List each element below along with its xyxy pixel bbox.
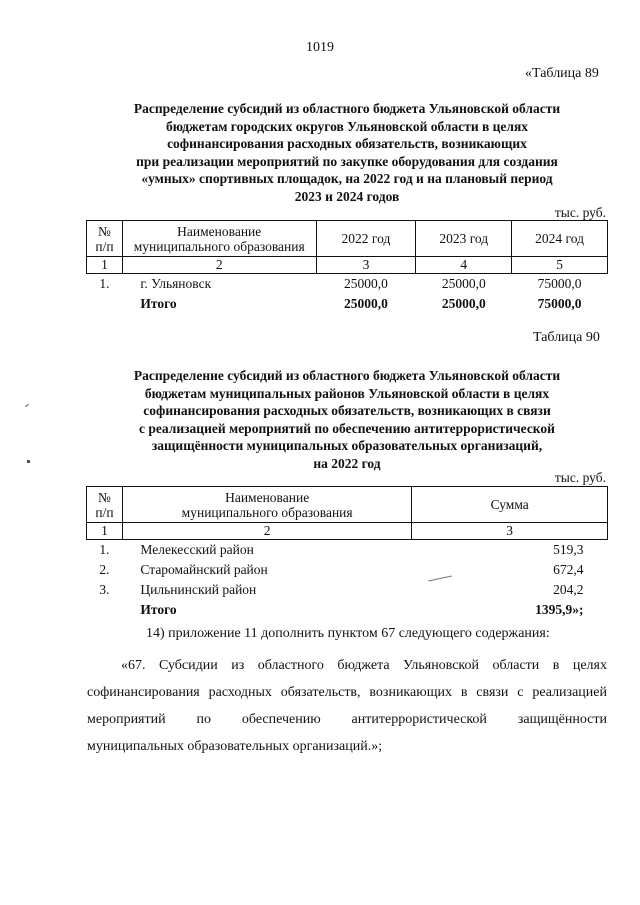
title-line: при реализации мероприятий по закупке оборудования для создания bbox=[136, 153, 558, 169]
title-line: бюджетам муниципальных районов Ульяновской области в целях bbox=[144, 385, 550, 401]
scan-mark bbox=[25, 404, 29, 407]
total-label: Итого bbox=[140, 602, 177, 617]
row-num: 1. bbox=[99, 276, 110, 291]
title-line: Распределение субсидий из областного бюджета Ульяновской области bbox=[133, 368, 561, 383]
header-name: Наименование муниципального образования bbox=[122, 221, 316, 257]
paragraph-line: муниципальных образовательных организаций.»; bbox=[87, 739, 383, 754]
total-label: Итого bbox=[140, 296, 177, 311]
title-line: 2023 и 2024 годов bbox=[294, 188, 400, 204]
page-number: 1019 bbox=[306, 40, 334, 55]
table-row bbox=[87, 560, 608, 580]
title-line: «умных» спортивных площадок, на 2022 год и на плановый период bbox=[141, 171, 553, 186]
row-sum: 672,4 bbox=[553, 562, 584, 577]
header-num: № п/п bbox=[87, 487, 123, 523]
index-cell: 3 bbox=[412, 523, 608, 540]
row-name: Мелекесский район bbox=[140, 542, 254, 557]
index-cell: 2 bbox=[122, 523, 411, 540]
total-2024: 75000,0 bbox=[537, 296, 582, 311]
row-2022: 25000,0 bbox=[344, 276, 388, 291]
table-row bbox=[87, 274, 608, 295]
index-cell: 1 bbox=[87, 523, 123, 540]
index-cell: 3 bbox=[316, 257, 416, 274]
total-num bbox=[87, 294, 123, 314]
total-row bbox=[87, 600, 608, 620]
row-2024: 75000,0 bbox=[537, 276, 582, 291]
header-sum: Сумма bbox=[412, 487, 608, 523]
row-num: 2. bbox=[99, 562, 110, 577]
index-cell: 2 bbox=[122, 257, 316, 274]
title-line: софинансирования расходных обязательств, возникающих bbox=[167, 136, 527, 151]
table-header-row bbox=[87, 221, 608, 257]
title-line: бюджетам городских округов Ульяновской области в целях bbox=[165, 118, 529, 134]
table-90-title bbox=[80, 367, 614, 472]
paragraph-line: мероприятий по обеспечению антитеррористической защищённости bbox=[87, 712, 607, 727]
table-89-title bbox=[80, 100, 614, 205]
total-2023: 25000,0 bbox=[441, 296, 486, 311]
table-header-row bbox=[87, 487, 608, 523]
table-89-units: тыс. руб. bbox=[554, 205, 606, 220]
table-90 bbox=[86, 486, 608, 620]
table-row bbox=[87, 580, 608, 600]
table-89-label: «Таблица 89 bbox=[525, 66, 599, 81]
row-name: Старомайнский район bbox=[140, 562, 268, 577]
paragraph-line: «67. Субсидии из областного бюджета Ульяновской области в целях bbox=[121, 658, 607, 673]
title-line: Распределение субсидий из областного бюджета Ульяновской области bbox=[133, 101, 561, 116]
title-line: на 2022 год bbox=[313, 455, 381, 471]
row-sum: 204,2 bbox=[553, 582, 584, 597]
title-line: софинансирования расходных обязательств, возникающих в связи bbox=[143, 403, 551, 418]
paragraph-line: софинансирования расходных обязательств, возникающих в связи с реализацией bbox=[87, 685, 607, 700]
total-2022: 25000,0 bbox=[344, 296, 388, 311]
header-num: № п/п bbox=[87, 221, 123, 257]
index-cell: 1 bbox=[87, 257, 123, 274]
row-num: 1. bbox=[99, 542, 110, 557]
total-sum: 1395,9»; bbox=[535, 602, 584, 617]
header-2022: 2022 год bbox=[316, 221, 416, 257]
table-row bbox=[87, 540, 608, 561]
row-2023: 25000,0 bbox=[441, 276, 486, 291]
paragraph bbox=[87, 652, 607, 760]
title-line: защищённости муниципальных образовательных организаций, bbox=[151, 438, 543, 453]
column-index-row bbox=[87, 523, 608, 540]
table-90-label: Таблица 90 bbox=[533, 330, 600, 345]
row-name: г. Ульяновск bbox=[140, 276, 212, 291]
table-89 bbox=[86, 220, 608, 314]
table-90-units: тыс. руб. bbox=[554, 470, 606, 485]
row-num: 3. bbox=[99, 582, 110, 597]
column-index-row bbox=[87, 257, 608, 274]
total-row bbox=[87, 294, 608, 314]
total-num bbox=[87, 600, 123, 620]
header-name: Наименование муниципального образования bbox=[122, 487, 411, 523]
scan-mark bbox=[27, 460, 30, 463]
row-name: Цильнинский район bbox=[140, 582, 257, 597]
header-2023: 2023 год bbox=[416, 221, 512, 257]
amendment-line: 14) приложение 11 дополнить пунктом 67 следующего содержания: bbox=[146, 626, 550, 641]
row-sum: 519,3 bbox=[553, 542, 584, 557]
title-line: с реализацией мероприятий по обеспечению антитеррористической bbox=[139, 420, 555, 436]
header-2024: 2024 год bbox=[512, 221, 608, 257]
index-cell: 4 bbox=[416, 257, 512, 274]
index-cell: 5 bbox=[512, 257, 608, 274]
